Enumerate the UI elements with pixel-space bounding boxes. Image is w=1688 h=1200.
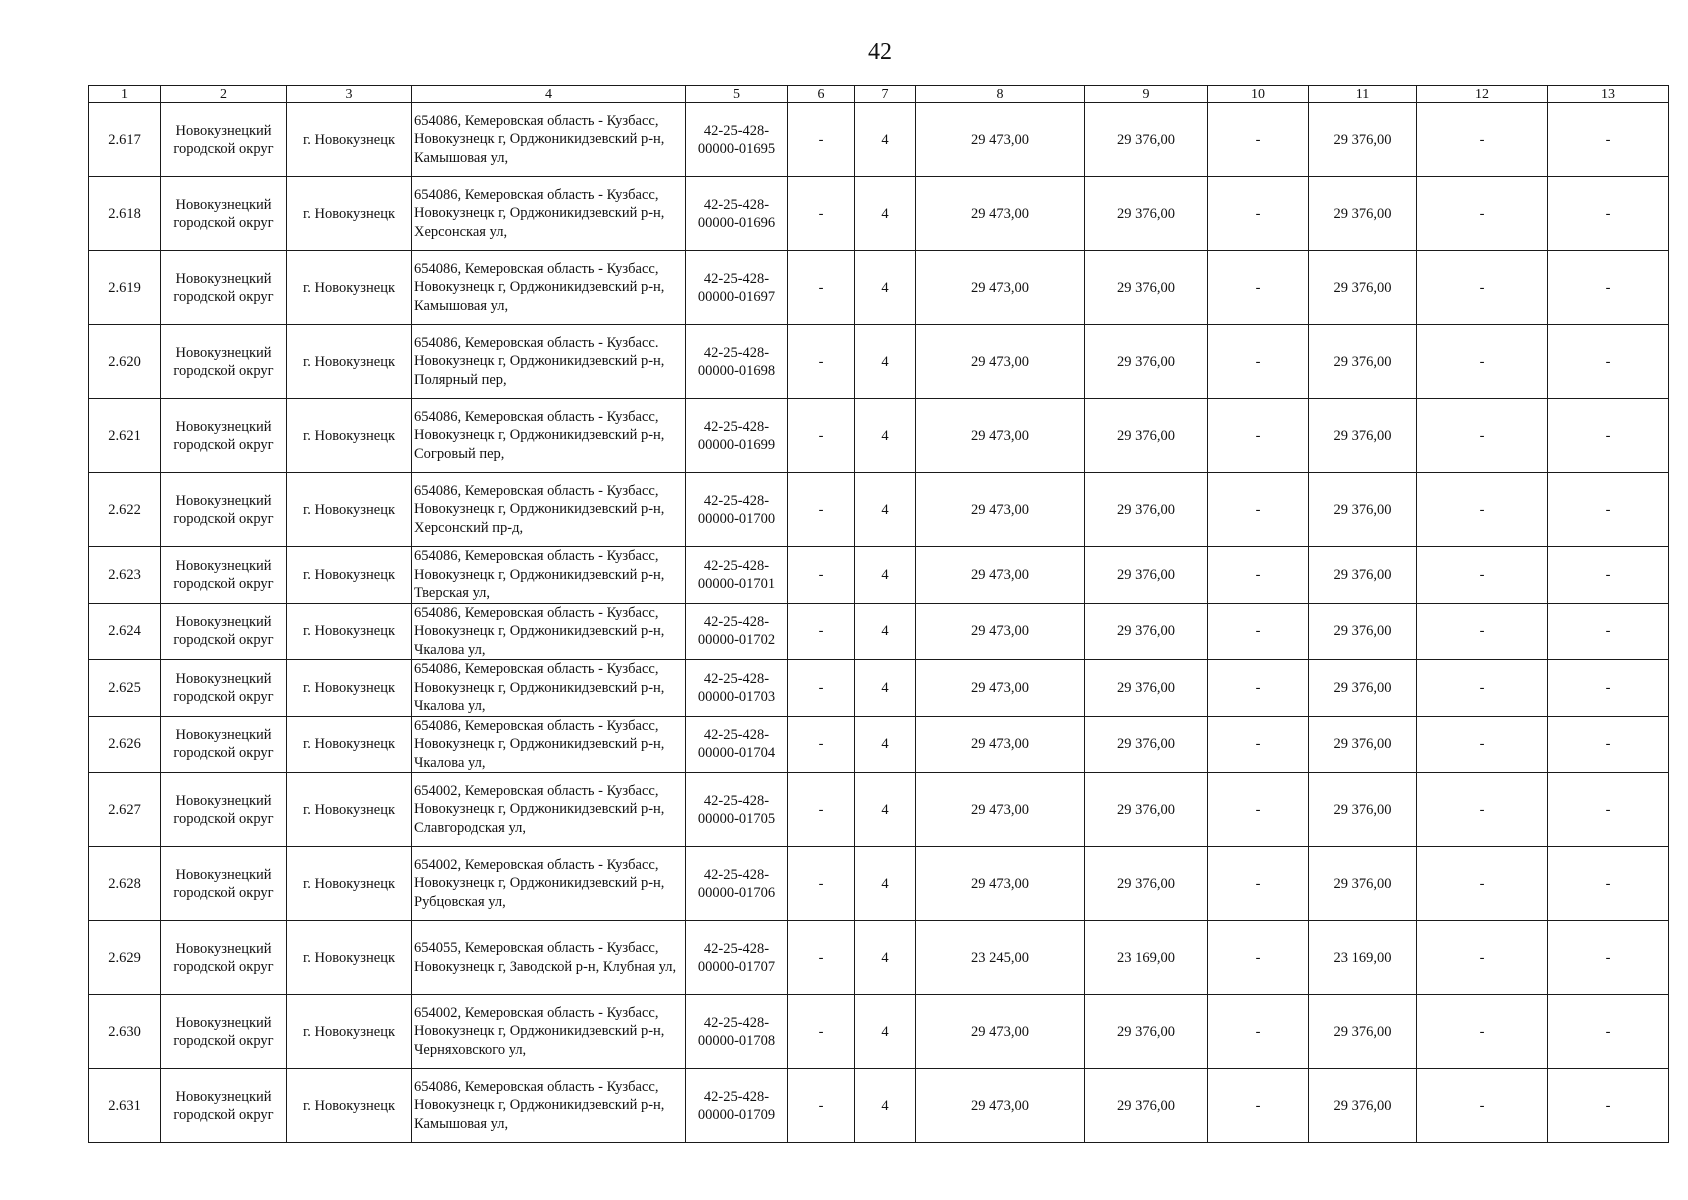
row-number-cell: 2.625 [89,660,161,717]
city-cell: г. Новокузнецк [287,773,412,847]
col8-amount-cell: 29 473,00 [916,547,1085,604]
col7-cell: 4 [855,921,916,995]
col11-amount-cell: 29 376,00 [1309,716,1417,773]
address-cell: 654055, Кемеровская область - Кузбасс, Новокузнецк г, Заводской р-н, Клубная ул, [412,921,686,995]
city-cell: г. Новокузнецк [287,716,412,773]
address-cell: 654002, Кемеровская область - Кузбасс, Новокузнецк г, Орджоникидзевский р-н, Славгородская ул, [412,773,686,847]
col13-cell: - [1548,716,1669,773]
city-cell: г. Новокузнецк [287,1069,412,1143]
oktmo-code-cell: 42-25-428-00000-01705 [686,773,788,847]
oktmo-code-cell: 42-25-428-00000-01701 [686,547,788,604]
row-number-cell: 2.628 [89,847,161,921]
oktmo-code-cell: 42-25-428-00000-01704 [686,716,788,773]
col10-cell: - [1208,603,1309,660]
col13-cell: - [1548,1069,1669,1143]
oktmo-code-cell: 42-25-428-00000-01698 [686,325,788,399]
city-cell: г. Новокузнецк [287,251,412,325]
col8-amount-cell: 29 473,00 [916,177,1085,251]
col11-amount-cell: 29 376,00 [1309,325,1417,399]
row-number-cell: 2.619 [89,251,161,325]
col12-cell: - [1417,399,1548,473]
oktmo-code-cell: 42-25-428-00000-01703 [686,660,788,717]
col10-cell: - [1208,325,1309,399]
col6-cell: - [788,847,855,921]
row-number-cell: 2.618 [89,177,161,251]
row-number-cell: 2.631 [89,1069,161,1143]
row-number-cell: 2.623 [89,547,161,604]
col9-amount-cell: 29 376,00 [1085,773,1208,847]
city-cell: г. Новокузнецк [287,473,412,547]
col13-cell: - [1548,103,1669,177]
district-cell: Новокузнецкий городской округ [161,399,287,473]
col11-amount-cell: 29 376,00 [1309,995,1417,1069]
address-cell: 654002, Кемеровская область - Кузбасс, Новокузнецк г, Орджоникидзевский р-н, Рубцовская ул, [412,847,686,921]
col9-amount-cell: 29 376,00 [1085,399,1208,473]
col12-cell: - [1417,660,1548,717]
city-cell: г. Новокузнецк [287,847,412,921]
col8-amount-cell: 29 473,00 [916,660,1085,717]
table-row [89,660,1669,717]
col8-amount-cell: 29 473,00 [916,847,1085,921]
district-cell: Новокузнецкий городской округ [161,251,287,325]
col7-cell: 4 [855,177,916,251]
address-cell: 654086, Кемеровская область - Кузбасс. Новокузнецк г, Орджоникидзевский р-н, Полярный пер, [412,325,686,399]
col9-amount-cell: 29 376,00 [1085,547,1208,604]
district-cell: Новокузнецкий городской округ [161,603,287,660]
oktmo-code-cell: 42-25-428-00000-01706 [686,847,788,921]
col9-amount-cell: 29 376,00 [1085,177,1208,251]
col6-cell: - [788,716,855,773]
col13-cell: - [1548,177,1669,251]
district-cell: Новокузнецкий городской округ [161,995,287,1069]
col7-cell: 4 [855,547,916,604]
col6-cell: - [788,103,855,177]
col7-cell: 4 [855,847,916,921]
col10-cell: - [1208,177,1309,251]
col7-cell: 4 [855,325,916,399]
oktmo-code-cell: 42-25-428-00000-01697 [686,251,788,325]
col6-cell: - [788,660,855,717]
city-cell: г. Новокузнецк [287,177,412,251]
table-row [89,995,1669,1069]
column-header: 10 [1208,86,1309,103]
col12-cell: - [1417,1069,1548,1143]
col11-amount-cell: 29 376,00 [1309,547,1417,604]
district-cell: Новокузнецкий городской округ [161,847,287,921]
table-row [89,847,1669,921]
district-cell: Новокузнецкий городской округ [161,773,287,847]
col7-cell: 4 [855,660,916,717]
col6-cell: - [788,773,855,847]
page-number: 42 [868,39,892,65]
table-row [89,921,1669,995]
col10-cell: - [1208,103,1309,177]
col13-cell: - [1548,473,1669,547]
oktmo-code-cell: 42-25-428-00000-01695 [686,103,788,177]
address-cell: 654002, Кемеровская область - Кузбасс, Новокузнецк г, Орджоникидзевский р-н, Черняховского ул, [412,995,686,1069]
col12-cell: - [1417,103,1548,177]
table-row [89,547,1669,604]
col9-amount-cell: 29 376,00 [1085,995,1208,1069]
col6-cell: - [788,921,855,995]
col6-cell: - [788,399,855,473]
col11-amount-cell: 29 376,00 [1309,399,1417,473]
table-row [89,399,1669,473]
col11-amount-cell: 29 376,00 [1309,103,1417,177]
col10-cell: - [1208,251,1309,325]
col8-amount-cell: 23 245,00 [916,921,1085,995]
address-cell: 654086, Кемеровская область - Кузбасс, Новокузнецк г, Орджоникидзевский р-н, Камышовая ул, [412,103,686,177]
district-cell: Новокузнецкий городской округ [161,325,287,399]
col11-amount-cell: 23 169,00 [1309,921,1417,995]
col12-cell: - [1417,473,1548,547]
col8-amount-cell: 29 473,00 [916,1069,1085,1143]
address-cell: 654086, Кемеровская область - Кузбасс, Новокузнецк г, Орджоникидзевский р-н, Чкалова ул, [412,660,686,717]
col8-amount-cell: 29 473,00 [916,473,1085,547]
col9-amount-cell: 29 376,00 [1085,716,1208,773]
col7-cell: 4 [855,995,916,1069]
col13-cell: - [1548,995,1669,1069]
col13-cell: - [1548,847,1669,921]
column-header: 6 [788,86,855,103]
address-cell: 654086, Кемеровская область - Кузбасс, Новокузнецк г, Орджоникидзевский р-н, Херсонский пр-д, [412,473,686,547]
address-cell: 654086, Кемеровская область - Кузбасс, Новокузнецк г, Орджоникидзевский р-н, Тверская ул, [412,547,686,604]
col13-cell: - [1548,773,1669,847]
district-cell: Новокузнецкий городской округ [161,177,287,251]
table-row [89,177,1669,251]
col6-cell: - [788,603,855,660]
city-cell: г. Новокузнецк [287,325,412,399]
col6-cell: - [788,177,855,251]
column-header: 3 [287,86,412,103]
col9-amount-cell: 29 376,00 [1085,847,1208,921]
col6-cell: - [788,1069,855,1143]
col7-cell: 4 [855,399,916,473]
row-number-cell: 2.630 [89,995,161,1069]
col8-amount-cell: 29 473,00 [916,399,1085,473]
col10-cell: - [1208,473,1309,547]
col12-cell: - [1417,716,1548,773]
col10-cell: - [1208,1069,1309,1143]
col13-cell: - [1548,325,1669,399]
col12-cell: - [1417,995,1548,1069]
city-cell: г. Новокузнецк [287,103,412,177]
address-cell: 654086, Кемеровская область - Кузбасс, Новокузнецк г, Орджоникидзевский р-н, Чкалова ул, [412,603,686,660]
col11-amount-cell: 29 376,00 [1309,177,1417,251]
city-cell: г. Новокузнецк [287,995,412,1069]
col13-cell: - [1548,251,1669,325]
district-cell: Новокузнецкий городской округ [161,716,287,773]
col11-amount-cell: 29 376,00 [1309,773,1417,847]
row-number-cell: 2.621 [89,399,161,473]
col6-cell: - [788,995,855,1069]
col13-cell: - [1548,399,1669,473]
col10-cell: - [1208,847,1309,921]
table-row [89,773,1669,847]
col11-amount-cell: 29 376,00 [1309,603,1417,660]
row-number-cell: 2.627 [89,773,161,847]
col6-cell: - [788,325,855,399]
oktmo-code-cell: 42-25-428-00000-01708 [686,995,788,1069]
column-header: 11 [1309,86,1417,103]
col8-amount-cell: 29 473,00 [916,716,1085,773]
column-header: 2 [161,86,287,103]
address-cell: 654086, Кемеровская область - Кузбасс, Новокузнецк г, Орджоникидзевский р-н, Камышовая ул, [412,1069,686,1143]
row-number-cell: 2.620 [89,325,161,399]
col9-amount-cell: 29 376,00 [1085,603,1208,660]
row-number-cell: 2.624 [89,603,161,660]
address-cell: 654086, Кемеровская область - Кузбасс, Новокузнецк г, Орджоникидзевский р-н, Камышовая ул, [412,251,686,325]
col9-amount-cell: 29 376,00 [1085,325,1208,399]
col12-cell: - [1417,603,1548,660]
col12-cell: - [1417,177,1548,251]
city-cell: г. Новокузнецк [287,603,412,660]
col8-amount-cell: 29 473,00 [916,773,1085,847]
address-cell: 654086, Кемеровская область - Кузбасс, Новокузнецк г, Орджоникидзевский р-н, Согровый пер, [412,399,686,473]
col7-cell: 4 [855,1069,916,1143]
row-number-cell: 2.626 [89,716,161,773]
column-header: 1 [89,86,161,103]
col10-cell: - [1208,716,1309,773]
column-header: 13 [1548,86,1669,103]
row-number-cell: 2.629 [89,921,161,995]
header-row [89,86,1669,103]
col13-cell: - [1548,603,1669,660]
col9-amount-cell: 29 376,00 [1085,473,1208,547]
col10-cell: - [1208,660,1309,717]
registry-table [88,85,1669,1143]
col7-cell: 4 [855,716,916,773]
column-header: 4 [412,86,686,103]
col10-cell: - [1208,399,1309,473]
col12-cell: - [1417,921,1548,995]
district-cell: Новокузнецкий городской округ [161,103,287,177]
col10-cell: - [1208,547,1309,604]
col7-cell: 4 [855,473,916,547]
col11-amount-cell: 29 376,00 [1309,1069,1417,1143]
col6-cell: - [788,547,855,604]
col9-amount-cell: 29 376,00 [1085,660,1208,717]
col9-amount-cell: 29 376,00 [1085,251,1208,325]
oktmo-code-cell: 42-25-428-00000-01696 [686,177,788,251]
column-header: 7 [855,86,916,103]
city-cell: г. Новокузнецк [287,921,412,995]
col9-amount-cell: 29 376,00 [1085,103,1208,177]
column-header: 8 [916,86,1085,103]
row-number-cell: 2.617 [89,103,161,177]
col7-cell: 4 [855,251,916,325]
oktmo-code-cell: 42-25-428-00000-01700 [686,473,788,547]
district-cell: Новокузнецкий городской округ [161,547,287,604]
address-cell: 654086, Кемеровская область - Кузбасс, Новокузнецк г, Орджоникидзевский р-н, Чкалова ул, [412,716,686,773]
district-cell: Новокузнецкий городской округ [161,660,287,717]
col8-amount-cell: 29 473,00 [916,995,1085,1069]
col11-amount-cell: 29 376,00 [1309,660,1417,717]
table-body [89,103,1669,1143]
district-cell: Новокузнецкий городской округ [161,473,287,547]
col8-amount-cell: 29 473,00 [916,251,1085,325]
table-row [89,251,1669,325]
col13-cell: - [1548,547,1669,604]
col7-cell: 4 [855,773,916,847]
table-row [89,603,1669,660]
column-header: 12 [1417,86,1548,103]
district-cell: Новокузнецкий городской округ [161,1069,287,1143]
address-cell: 654086, Кемеровская область - Кузбасс, Новокузнецк г, Орджоникидзевский р-н, Херсонская ул, [412,177,686,251]
col12-cell: - [1417,847,1548,921]
col9-amount-cell: 23 169,00 [1085,921,1208,995]
col11-amount-cell: 29 376,00 [1309,847,1417,921]
oktmo-code-cell: 42-25-428-00000-01707 [686,921,788,995]
table-row [89,473,1669,547]
col9-amount-cell: 29 376,00 [1085,1069,1208,1143]
city-cell: г. Новокузнецк [287,547,412,604]
col12-cell: - [1417,251,1548,325]
district-cell: Новокузнецкий городской округ [161,921,287,995]
col6-cell: - [788,473,855,547]
col8-amount-cell: 29 473,00 [916,103,1085,177]
table-row [89,103,1669,177]
oktmo-code-cell: 42-25-428-00000-01702 [686,603,788,660]
column-header: 9 [1085,86,1208,103]
col10-cell: - [1208,921,1309,995]
row-number-cell: 2.622 [89,473,161,547]
oktmo-code-cell: 42-25-428-00000-01709 [686,1069,788,1143]
table-row [89,325,1669,399]
col6-cell: - [788,251,855,325]
city-cell: г. Новокузнецк [287,399,412,473]
col12-cell: - [1417,547,1548,604]
col10-cell: - [1208,995,1309,1069]
table-row [89,1069,1669,1143]
oktmo-code-cell: 42-25-428-00000-01699 [686,399,788,473]
col13-cell: - [1548,921,1669,995]
col13-cell: - [1548,660,1669,717]
column-header: 5 [686,86,788,103]
col8-amount-cell: 29 473,00 [916,325,1085,399]
city-cell: г. Новокузнецк [287,660,412,717]
col12-cell: - [1417,325,1548,399]
col10-cell: - [1208,773,1309,847]
col11-amount-cell: 29 376,00 [1309,473,1417,547]
col7-cell: 4 [855,603,916,660]
col7-cell: 4 [855,103,916,177]
col11-amount-cell: 29 376,00 [1309,251,1417,325]
table-row [89,716,1669,773]
col12-cell: - [1417,773,1548,847]
col8-amount-cell: 29 473,00 [916,603,1085,660]
